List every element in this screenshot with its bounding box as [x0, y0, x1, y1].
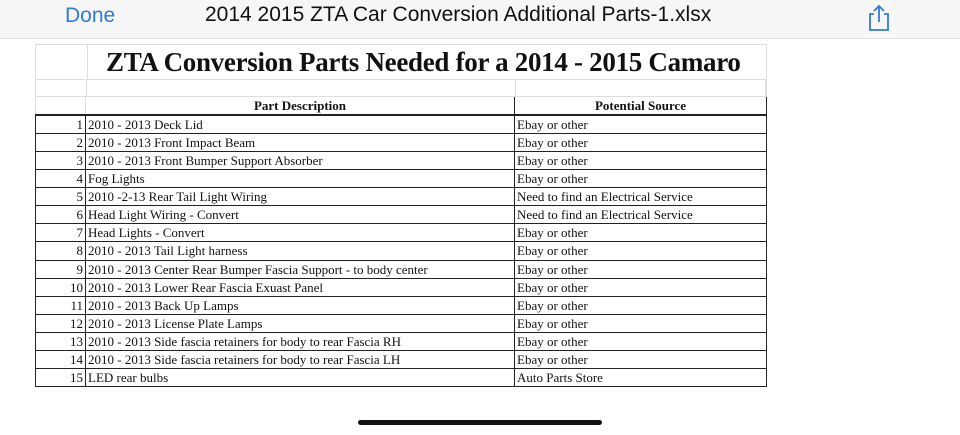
table-row [35, 369, 767, 387]
table-row [35, 297, 767, 315]
table-row [35, 152, 767, 170]
source-cell[interactable]: Ebay or other [515, 170, 767, 187]
sheet-title: ZTA Conversion Parts Needed for a 2014 - 2015 Camaro [106, 47, 741, 77]
source-cell[interactable]: Need to find an Electrical Service [515, 188, 767, 205]
table-row [35, 116, 767, 134]
table-row [35, 333, 767, 351]
table-row [35, 170, 767, 188]
part-description-cell[interactable]: 2010 - 2013 Front Impact Beam [86, 134, 515, 151]
header-part-description: Part Description [86, 97, 515, 114]
part-description-cell[interactable]: 2010 - 2013 Deck Lid [86, 116, 515, 133]
table-row [35, 134, 767, 152]
row-number[interactable]: 11 [35, 297, 86, 314]
header-row [35, 97, 767, 116]
row-number[interactable]: 9 [35, 261, 86, 278]
row-number[interactable]: 4 [35, 170, 86, 187]
part-description-cell[interactable]: 2010 - 2013 Front Bumper Support Absorber [86, 152, 515, 169]
source-cell[interactable]: Ebay or other [515, 261, 767, 278]
part-description-cell[interactable]: 2010 - 2013 Tail Light harness [86, 242, 515, 259]
table-row [35, 242, 767, 260]
part-description-cell[interactable]: Head Light Wiring - Convert [86, 206, 515, 223]
source-cell[interactable]: Ebay or other [515, 333, 767, 350]
row-number[interactable]: 15 [35, 369, 86, 386]
table-row [35, 188, 767, 206]
table-row [35, 261, 767, 279]
title-row [35, 44, 767, 80]
part-description-cell[interactable]: 2010 - 2013 Side fascia retainers for body to rear Fascia LH [86, 351, 515, 368]
row-number[interactable]: 5 [35, 188, 86, 205]
part-description-cell[interactable]: 2010 - 2013 Center Rear Bumper Fascia Support - to body center [86, 261, 515, 278]
header-potential-source: Potential Source [515, 97, 767, 114]
source-cell[interactable]: Ebay or other [515, 224, 767, 241]
table-row [35, 206, 767, 224]
part-description-cell[interactable]: Fog Lights [86, 170, 515, 187]
spreadsheet [35, 44, 767, 387]
navigation-bar [0, 0, 960, 39]
row-number[interactable]: 2 [35, 134, 86, 151]
home-indicator[interactable] [358, 420, 602, 425]
table-row [35, 351, 767, 369]
source-cell[interactable]: Auto Parts Store [515, 369, 767, 386]
row-number[interactable]: 12 [35, 315, 86, 332]
row-number[interactable]: 14 [35, 351, 86, 368]
part-description-cell[interactable]: 2010 - 2013 Side fascia retainers for body to rear Fascia RH [86, 333, 515, 350]
source-cell[interactable]: Ebay or other [515, 242, 767, 259]
source-cell[interactable]: Ebay or other [515, 152, 767, 169]
part-description-cell[interactable]: 2010 - 2013 Lower Rear Fascia Exuast Panel [86, 279, 515, 296]
file-title: 2014 2015 ZTA Car Conversion Additional Parts-1.xlsx [205, 3, 712, 26]
row-number[interactable]: 3 [35, 152, 86, 169]
table-row [35, 315, 767, 333]
share-icon[interactable] [866, 4, 892, 32]
part-description-cell[interactable]: Head Lights - Convert [86, 224, 515, 241]
table-row [35, 279, 767, 297]
source-cell[interactable]: Ebay or other [515, 116, 767, 133]
source-cell[interactable]: Ebay or other [515, 134, 767, 151]
done-button[interactable]: Done [65, 4, 116, 27]
row-number[interactable]: 1 [35, 116, 86, 133]
empty-row [35, 80, 767, 97]
source-cell[interactable]: Ebay or other [515, 279, 767, 296]
row-number[interactable]: 10 [35, 279, 86, 296]
part-description-cell[interactable]: LED rear bulbs [86, 369, 515, 386]
part-description-cell[interactable]: 2010 -2-13 Rear Tail Light Wiring [86, 188, 515, 205]
part-description-cell[interactable]: 2010 - 2013 License Plate Lamps [86, 315, 515, 332]
row-number[interactable]: 7 [35, 224, 86, 241]
source-cell[interactable]: Ebay or other [515, 315, 767, 332]
row-number[interactable]: 6 [35, 206, 86, 223]
source-cell[interactable]: Need to find an Electrical Service [515, 206, 767, 223]
source-cell[interactable]: Ebay or other [515, 351, 767, 368]
part-description-cell[interactable]: 2010 - 2013 Back Up Lamps [86, 297, 515, 314]
source-cell[interactable]: Ebay or other [515, 297, 767, 314]
table-row [35, 224, 767, 242]
row-number[interactable]: 13 [35, 333, 86, 350]
row-number[interactable]: 8 [35, 242, 86, 259]
